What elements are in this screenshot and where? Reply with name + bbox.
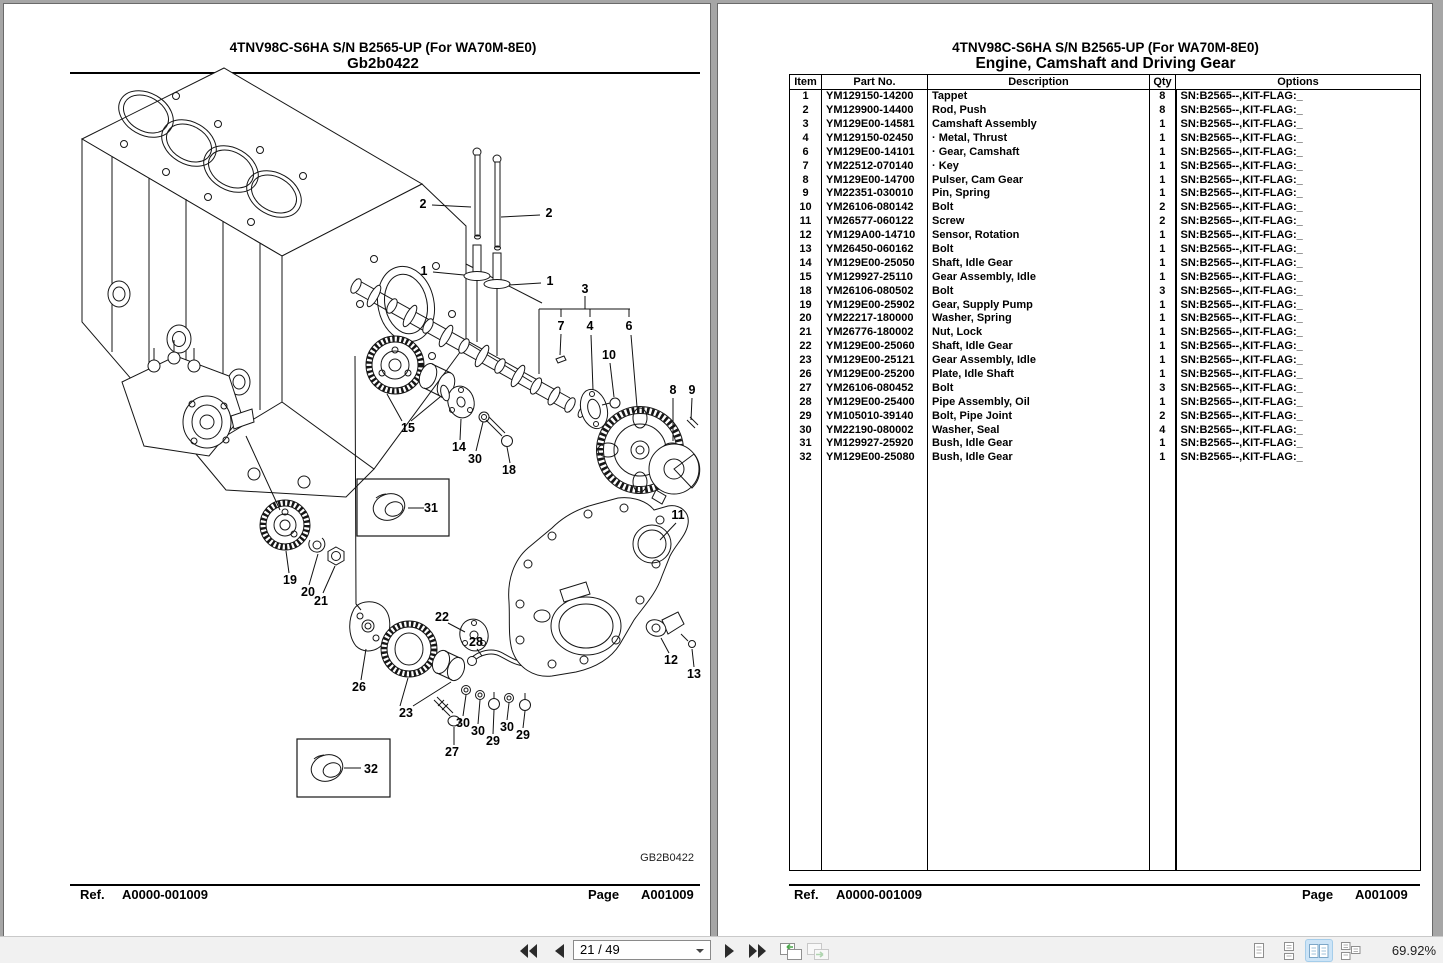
cell-qty: 8 <box>1150 104 1176 118</box>
table-row <box>790 368 1421 382</box>
cell-qty: 2 <box>1150 201 1176 215</box>
cell-item: 22 <box>790 340 822 354</box>
cell-item: 9 <box>790 187 822 201</box>
cell-item: 12 <box>790 229 822 243</box>
cell-part-no: YM129927-25110 <box>822 271 928 285</box>
page-value: A001009 <box>1355 887 1408 902</box>
cell-description: Bolt <box>928 284 1150 298</box>
table-row <box>790 257 1421 271</box>
empty-cell <box>1176 465 1421 870</box>
table-empty-space <box>790 465 1421 870</box>
table-row <box>790 437 1421 451</box>
table-row <box>790 104 1421 118</box>
callout-28: 28 <box>469 635 483 649</box>
tappets <box>464 245 510 356</box>
callout-4: 4 <box>586 319 594 333</box>
cell-options: SN:B2565--,KIT-FLAG:_ <box>1176 118 1421 132</box>
table-row <box>790 118 1421 132</box>
callout-32: 32 <box>364 762 378 776</box>
previous-view-button[interactable] <box>779 941 803 960</box>
cell-description: Gear, Supply Pump <box>928 298 1150 312</box>
zoom-level-label: 69.92% <box>1391 943 1436 958</box>
cell-part-no: YM129E00-25060 <box>822 340 928 354</box>
combobox-dropdown-icon <box>696 949 704 953</box>
table-row <box>790 409 1421 423</box>
cell-part-no: YM129E00-25200 <box>822 368 928 382</box>
col-header-description: Description <box>928 75 1150 90</box>
cell-qty: 1 <box>1150 271 1176 285</box>
callout-18: 18 <box>502 463 516 477</box>
cell-item: 2 <box>790 104 822 118</box>
cell-part-no: YM129E00-25080 <box>822 451 928 465</box>
cell-description: · Key <box>928 159 1150 173</box>
cell-part-no: YM26776-180002 <box>822 326 928 340</box>
last-page-button[interactable] <box>746 941 770 960</box>
cell-part-no: YM26106-080502 <box>822 284 928 298</box>
right-page-section-title: Engine, Camshaft and Driving Gear <box>975 55 1236 72</box>
cell-description: Nut, Lock <box>928 326 1150 340</box>
cell-qty: 1 <box>1150 173 1176 187</box>
next-view-button[interactable] <box>806 941 830 960</box>
push-rods <box>473 148 501 250</box>
cell-options: SN:B2565--,KIT-FLAG:_ <box>1176 187 1421 201</box>
cell-description: Plate, Idle Shaft <box>928 368 1150 382</box>
empty-cell <box>928 465 1150 870</box>
cell-description: Bolt <box>928 382 1150 396</box>
cell-qty: 1 <box>1150 118 1176 132</box>
cell-options: SN:B2565--,KIT-FLAG:_ <box>1176 257 1421 271</box>
cell-description: Bolt, Pipe Joint <box>928 409 1150 423</box>
cell-part-no: YM129E00-25050 <box>822 257 928 271</box>
supply-pump-gear-group <box>260 500 344 565</box>
cell-description: Pulser, Cam Gear <box>928 173 1150 187</box>
page-label: Page <box>588 887 620 902</box>
next-page-button[interactable] <box>718 941 742 960</box>
table-row <box>790 284 1421 298</box>
callout-7: 7 <box>557 319 565 333</box>
cell-part-no: YM129E00-25400 <box>822 396 928 410</box>
callout-20: 20 <box>301 585 315 599</box>
cell-part-no: YM129900-14400 <box>822 104 928 118</box>
cell-description: Gear Assembly, Idle <box>928 354 1150 368</box>
cell-item: 3 <box>790 118 822 132</box>
callout-13: 13 <box>687 667 701 681</box>
callout-29: 29 <box>486 734 500 748</box>
col-header-partno: Part No. <box>822 75 928 90</box>
cell-item: 13 <box>790 243 822 257</box>
callout-29: 29 <box>516 728 530 742</box>
empty-cell <box>1150 465 1176 870</box>
callout-15: 15 <box>401 421 415 435</box>
cell-qty: 1 <box>1150 326 1176 340</box>
cell-description: Pin, Spring <box>928 187 1150 201</box>
table-row <box>790 451 1421 465</box>
parts-table-container <box>789 74 1421 871</box>
cell-qty: 1 <box>1150 187 1176 201</box>
cam-gear-group <box>576 386 699 504</box>
two-page-continuous-view-button[interactable] <box>1338 940 1364 961</box>
ref-value: A0000-001009 <box>836 887 923 902</box>
callout-14: 14 <box>452 440 466 454</box>
cell-options: SN:B2565--,KIT-FLAG:_ <box>1176 298 1421 312</box>
table-row <box>790 271 1421 285</box>
cell-description: Shaft, Idle Gear <box>928 257 1150 271</box>
cell-description: Shaft, Idle Gear <box>928 340 1150 354</box>
cell-options: SN:B2565--,KIT-FLAG:_ <box>1176 229 1421 243</box>
table-row <box>790 382 1421 396</box>
callout-30: 30 <box>456 716 470 730</box>
cell-qty: 3 <box>1150 382 1176 396</box>
cell-description: · Gear, Camshaft <box>928 146 1150 160</box>
cell-part-no: YM129E00-25902 <box>822 298 928 312</box>
cell-options: SN:B2565--,KIT-FLAG:_ <box>1176 354 1421 368</box>
cell-item: 32 <box>790 451 822 465</box>
left-page-model-title: 4TNV98C-S6HA S/N B2565-UP (For WA70M-8E0) <box>229 40 537 55</box>
table-row <box>790 146 1421 160</box>
table-row <box>790 201 1421 215</box>
table-row <box>790 298 1421 312</box>
cell-qty: 4 <box>1150 423 1176 437</box>
cell-part-no: YM129E00-14101 <box>822 146 928 160</box>
table-row <box>790 90 1421 104</box>
table-row <box>790 215 1421 229</box>
cell-item: 6 <box>790 146 822 160</box>
cell-item: 18 <box>790 284 822 298</box>
cell-part-no: YM105010-39140 <box>822 409 928 423</box>
cell-part-no: YM129A00-14710 <box>822 229 928 243</box>
cell-part-no: YM26450-060162 <box>822 243 928 257</box>
cell-item: 28 <box>790 396 822 410</box>
cell-item: 31 <box>790 437 822 451</box>
cell-description: Bolt <box>928 243 1150 257</box>
footer-divider <box>789 884 1420 886</box>
cell-part-no: YM22512-070140 <box>822 159 928 173</box>
cell-options: SN:B2565--,KIT-FLAG:_ <box>1176 201 1421 215</box>
table-header-row <box>790 75 1421 90</box>
cell-part-no: YM22351-030010 <box>822 187 928 201</box>
cell-qty: 1 <box>1150 340 1176 354</box>
table-row <box>790 243 1421 257</box>
page-number-combobox[interactable] <box>573 940 711 960</box>
cell-qty: 8 <box>1150 90 1176 104</box>
cell-description: Tappet <box>928 90 1150 104</box>
table-row <box>790 423 1421 437</box>
empty-cell <box>790 465 822 870</box>
cell-options: SN:B2565--,KIT-FLAG:_ <box>1176 132 1421 146</box>
cell-qty: 3 <box>1150 284 1176 298</box>
right-page <box>718 4 1432 936</box>
col-header-options: Options <box>1176 75 1421 90</box>
cell-qty: 1 <box>1150 229 1176 243</box>
cell-options: SN:B2565--,KIT-FLAG:_ <box>1176 382 1421 396</box>
table-row <box>790 159 1421 173</box>
callout-8: 8 <box>669 383 677 397</box>
cell-options: SN:B2565--,KIT-FLAG:_ <box>1176 159 1421 173</box>
cell-qty: 1 <box>1150 437 1176 451</box>
table-row <box>790 132 1421 146</box>
callout-1: 1 <box>546 274 554 288</box>
callout-12: 12 <box>664 653 678 667</box>
cell-qty: 1 <box>1150 159 1176 173</box>
cell-options: SN:B2565--,KIT-FLAG:_ <box>1176 146 1421 160</box>
cell-item: 8 <box>790 173 822 187</box>
cell-description: Rod, Push <box>928 104 1150 118</box>
cell-qty: 1 <box>1150 257 1176 271</box>
cell-options: SN:B2565--,KIT-FLAG:_ <box>1176 326 1421 340</box>
ref-label: Ref. <box>80 887 105 902</box>
cell-qty: 1 <box>1150 146 1176 160</box>
cell-part-no: YM22190-080002 <box>822 423 928 437</box>
callout-30: 30 <box>500 720 514 734</box>
ref-label: Ref. <box>794 887 819 902</box>
cell-options: SN:B2565--,KIT-FLAG:_ <box>1176 437 1421 451</box>
cell-options: SN:B2565--,KIT-FLAG:_ <box>1176 340 1421 354</box>
cell-qty: 1 <box>1150 368 1176 382</box>
page-value: A001009 <box>641 887 694 902</box>
cell-options: SN:B2565--,KIT-FLAG:_ <box>1176 243 1421 257</box>
callout-30: 30 <box>468 452 482 466</box>
cell-options: SN:B2565--,KIT-FLAG:_ <box>1176 271 1421 285</box>
cell-options: SN:B2565--,KIT-FLAG:_ <box>1176 284 1421 298</box>
cell-qty: 1 <box>1150 243 1176 257</box>
callout-22: 22 <box>435 610 449 624</box>
cell-options: SN:B2565--,KIT-FLAG:_ <box>1176 368 1421 382</box>
cell-description: Screw <box>928 215 1150 229</box>
cell-description: · Metal, Thrust <box>928 132 1150 146</box>
cell-part-no: YM26577-060122 <box>822 215 928 229</box>
cell-options: SN:B2565--,KIT-FLAG:_ <box>1176 409 1421 423</box>
parts-diagram <box>4 4 710 936</box>
cell-qty: 1 <box>1150 451 1176 465</box>
table-row <box>790 187 1421 201</box>
cell-description: Gear Assembly, Idle <box>928 271 1150 285</box>
callout-2: 2 <box>419 197 427 211</box>
cell-item: 27 <box>790 382 822 396</box>
callout-30: 30 <box>471 724 485 738</box>
cell-description: Washer, Seal <box>928 423 1150 437</box>
parts-table <box>789 74 1421 871</box>
callout-6: 6 <box>625 319 633 333</box>
viewer-toolbar <box>0 936 1443 963</box>
callout-19: 19 <box>283 573 297 587</box>
table-row <box>790 326 1421 340</box>
cell-part-no: YM129150-02450 <box>822 132 928 146</box>
cell-options: SN:B2565--,KIT-FLAG:_ <box>1176 451 1421 465</box>
cell-options: SN:B2565--,KIT-FLAG:_ <box>1176 396 1421 410</box>
cell-options: SN:B2565--,KIT-FLAG:_ <box>1176 312 1421 326</box>
empty-cell <box>822 465 928 870</box>
cell-description: Sensor, Rotation <box>928 229 1150 243</box>
cell-item: 15 <box>790 271 822 285</box>
callout-3: 3 <box>581 282 589 296</box>
cell-qty: 1 <box>1150 354 1176 368</box>
cell-qty: 1 <box>1150 132 1176 146</box>
cell-item: 1 <box>790 90 822 104</box>
footer-divider <box>70 884 700 886</box>
cell-item: 4 <box>790 132 822 146</box>
cell-part-no: YM129150-14200 <box>822 90 928 104</box>
cell-item: 11 <box>790 215 822 229</box>
callout-1: 1 <box>420 264 428 278</box>
callout-27: 27 <box>445 745 459 759</box>
cell-description: Bush, Idle Gear <box>928 451 1150 465</box>
cell-item: 21 <box>790 326 822 340</box>
callout-31: 31 <box>424 501 438 515</box>
callout-11: 11 <box>671 508 685 522</box>
cell-item: 29 <box>790 409 822 423</box>
cell-part-no: YM26106-080142 <box>822 201 928 215</box>
cell-item: 7 <box>790 159 822 173</box>
cell-item: 30 <box>790 423 822 437</box>
callout-10: 10 <box>602 348 616 362</box>
callout-9: 9 <box>688 383 696 397</box>
ref-value: A0000-001009 <box>122 887 209 902</box>
callout-2: 2 <box>545 206 553 220</box>
cell-part-no: YM22217-180000 <box>822 312 928 326</box>
cell-options: SN:B2565--,KIT-FLAG:_ <box>1176 423 1421 437</box>
cell-part-no: YM129927-25920 <box>822 437 928 451</box>
col-header-item: Item <box>790 75 822 90</box>
previous-page-button[interactable] <box>547 941 571 960</box>
cell-qty: 1 <box>1150 298 1176 312</box>
cell-qty: 2 <box>1150 215 1176 229</box>
cell-description: Bolt <box>928 201 1150 215</box>
right-page-model-title: 4TNV98C-S6HA S/N B2565-UP (For WA70M-8E0) <box>952 40 1259 55</box>
figure-code-label: GB2B0422 <box>640 852 694 864</box>
cell-part-no: YM129E00-25121 <box>822 354 928 368</box>
cell-description: Camshaft Assembly <box>928 118 1150 132</box>
first-page-button[interactable] <box>516 941 540 960</box>
continuous-view-button[interactable] <box>1276 940 1302 961</box>
two-page-view-button[interactable] <box>1306 940 1332 961</box>
cell-item: 23 <box>790 354 822 368</box>
cell-part-no: YM129E00-14700 <box>822 173 928 187</box>
callout-23: 23 <box>399 706 413 720</box>
table-row <box>790 173 1421 187</box>
cell-part-no: YM129E00-14581 <box>822 118 928 132</box>
callout-21: 21 <box>314 594 328 608</box>
cell-description: Bush, Idle Gear <box>928 437 1150 451</box>
cell-item: 19 <box>790 298 822 312</box>
table-row <box>790 396 1421 410</box>
table-row <box>790 229 1421 243</box>
callout-26: 26 <box>352 680 366 694</box>
cell-part-no: YM26106-080452 <box>822 382 928 396</box>
cell-qty: 1 <box>1150 312 1176 326</box>
single-page-view-button[interactable] <box>1246 940 1272 961</box>
cell-item: 20 <box>790 312 822 326</box>
table-row <box>790 312 1421 326</box>
col-header-qty: Qty <box>1150 75 1176 90</box>
cell-description: Washer, Spring <box>928 312 1150 326</box>
table-row <box>790 340 1421 354</box>
cell-options: SN:B2565--,KIT-FLAG:_ <box>1176 90 1421 104</box>
cell-item: 14 <box>790 257 822 271</box>
cell-options: SN:B2565--,KIT-FLAG:_ <box>1176 104 1421 118</box>
cell-item: 26 <box>790 368 822 382</box>
cell-qty: 2 <box>1150 409 1176 423</box>
cell-options: SN:B2565--,KIT-FLAG:_ <box>1176 173 1421 187</box>
cell-description: Pipe Assembly, Oil <box>928 396 1150 410</box>
cell-options: SN:B2565--,KIT-FLAG:_ <box>1176 215 1421 229</box>
page-label: Page <box>1302 887 1334 902</box>
left-page-figure-title: Gb2b0422 <box>347 55 419 72</box>
cell-qty: 1 <box>1150 396 1176 410</box>
table-row <box>790 354 1421 368</box>
page-indicator: 21 / 49 <box>580 942 620 957</box>
cell-item: 10 <box>790 201 822 215</box>
left-page <box>4 4 710 936</box>
